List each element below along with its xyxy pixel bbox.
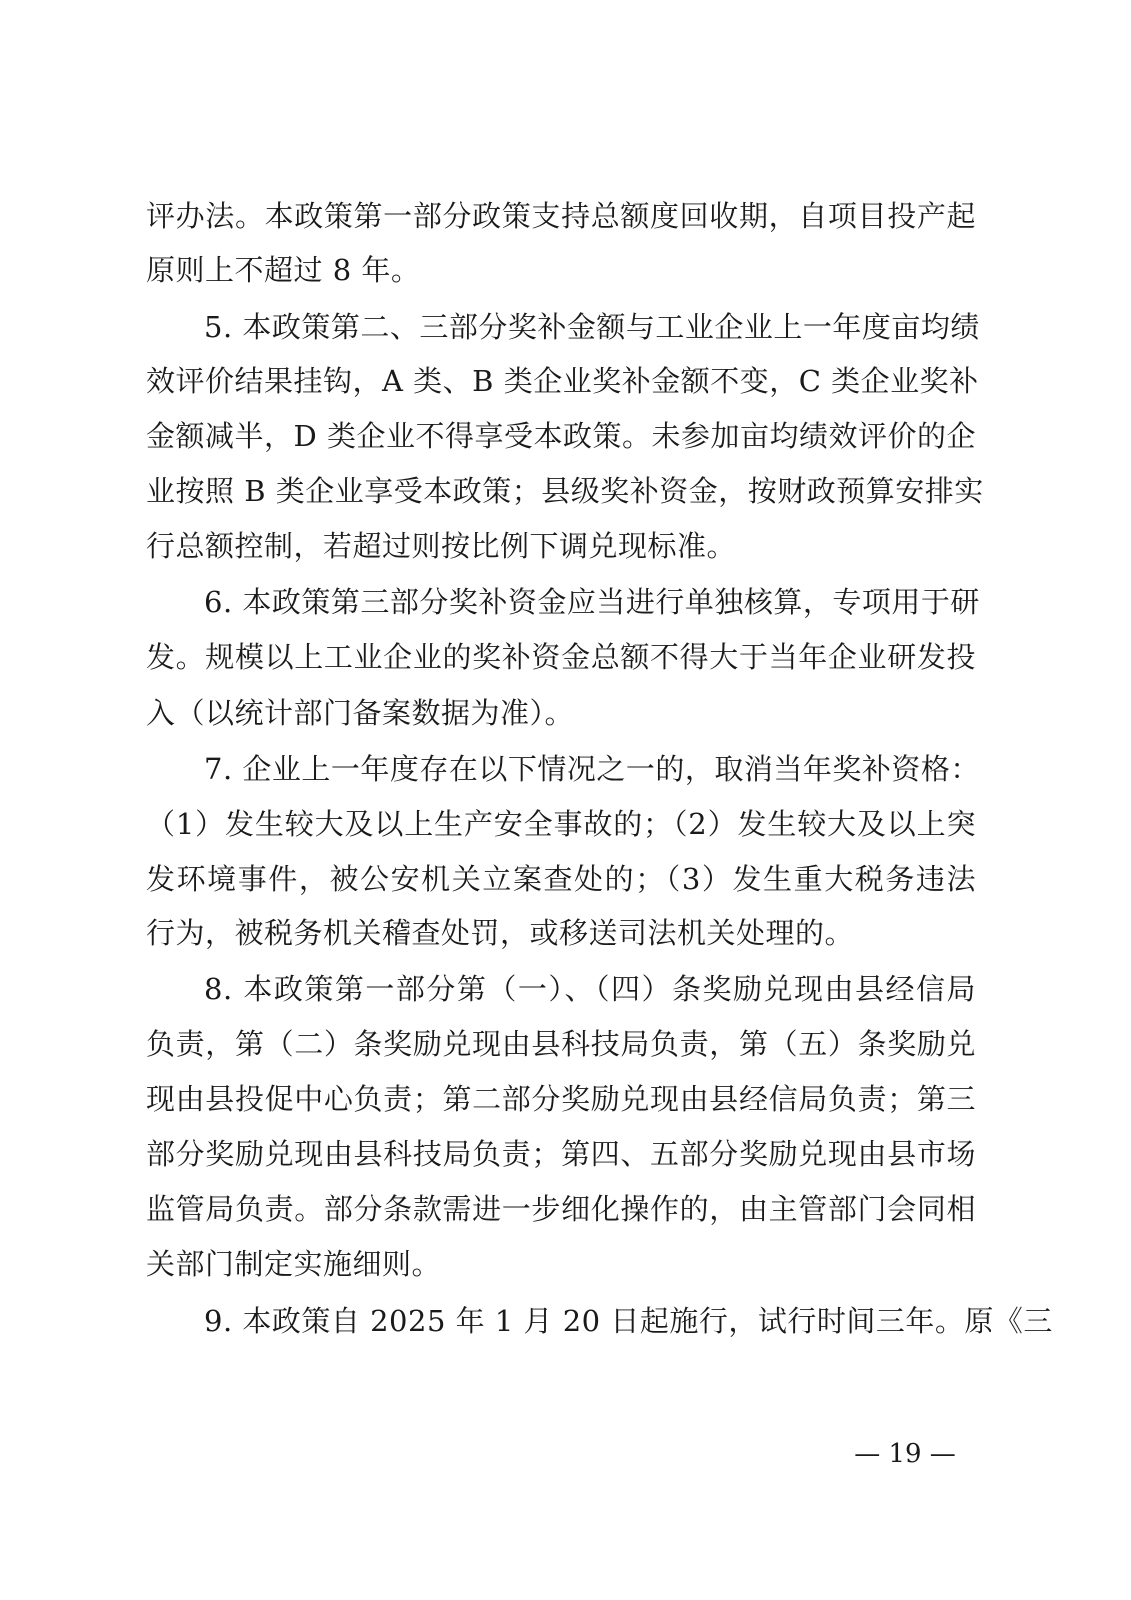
paragraph-8-line-1: 8. 本政策第一部分第（一）、（四）条奖励兑现由县经信局 [204, 972, 976, 1006]
paragraph-6-line-2: 发。规模以上工业企业的奖补资金总额不得大于当年企业研发投 [146, 640, 976, 674]
paragraph-5-line-3: 金额减半，D 类企业不得享受本政策。未参加亩均绩效评价的企 [146, 419, 976, 453]
paragraph-5-line-2: 效评价结果挂钩，A 类、B 类企业奖补金额不变，C 类企业奖补 [146, 364, 979, 398]
paragraph-5-line-5: 行总额控制，若超过则按比例下调兑现标准。 [146, 529, 737, 563]
paragraph-6-line-1: 6. 本政策第三部分奖补资金应当进行单独核算，专项用于研 [204, 585, 980, 619]
page-number: — 19 — [854, 1439, 956, 1469]
paragraph-8-line-3: 现由县投促中心负责；第二部分奖励兑现由县经信局负责；第三 [146, 1082, 976, 1116]
paragraph-5-line-1: 5. 本政策第二、三部分奖补金额与工业企业上一年度亩均绩 [204, 310, 980, 344]
paragraph-8-line-6: 关部门制定实施细则。 [146, 1247, 442, 1281]
paragraph-6-line-3: 入（以统计部门备案数据为准）。 [146, 696, 575, 730]
paragraph-7-line-3: 发环境事件，被公安机关立案查处的；（3）发生重大税务违法 [146, 862, 976, 896]
paragraph-7-line-2: （1）发生较大及以上生产安全事故的；（2）发生较大及以上突 [146, 807, 976, 841]
text-line-1: 评办法。本政策第一部分政策支持总额度回收期，自项目投产起 [146, 199, 976, 233]
paragraph-9-line-1: 9. 本政策自 2025 年 1 月 20 日起施行，试行时间三年。原《三 [204, 1304, 1053, 1338]
paragraph-8-line-2: 负责，第（二）条奖励兑现由县科技局负责，第（五）条奖励兑 [146, 1027, 976, 1061]
paragraph-7-line-1: 7. 企业上一年度存在以下情况之一的，取消当年奖补资格： [204, 752, 980, 786]
paragraph-8-line-5: 监管局负责。部分条款需进一步细化操作的，由主管部门会同相 [146, 1192, 976, 1226]
paragraph-8-line-4: 部分奖励兑现由县科技局负责；第四、五部分奖励兑现由县市场 [146, 1137, 976, 1171]
text-line-2: 原则上不超过 8 年。 [146, 253, 421, 287]
paragraph-5-line-4: 业按照 B 类企业享受本政策；县级奖补资金，按财政预算安排实 [146, 474, 984, 508]
paragraph-7-line-4: 行为，被税务机关稽查处罚，或移送司法机关处理的。 [146, 916, 855, 950]
